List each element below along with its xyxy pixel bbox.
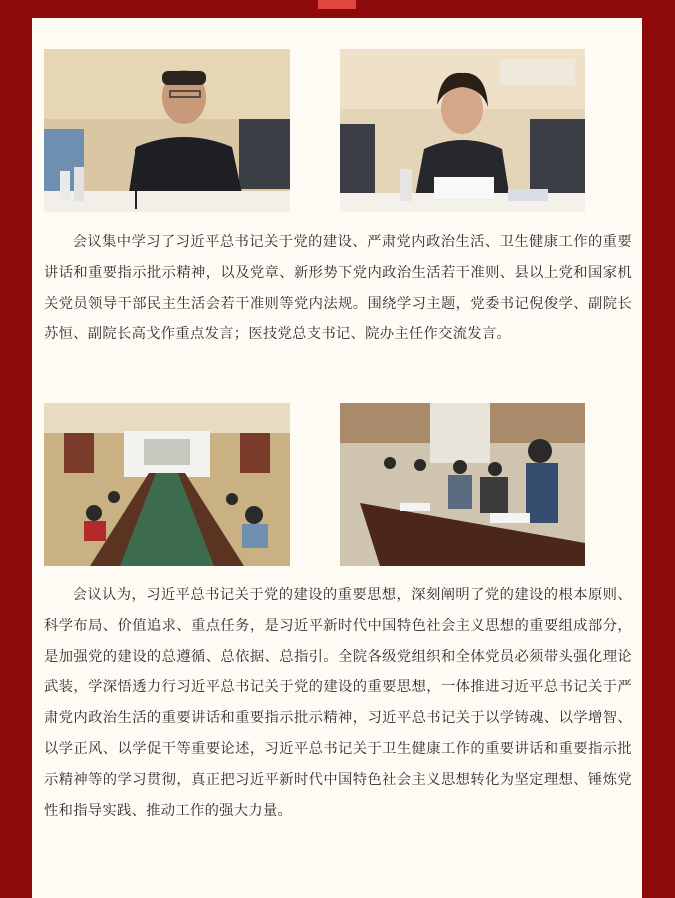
top-accent-tab: [318, 0, 356, 9]
photo-speaker-woman: [340, 49, 585, 212]
photo-speaker-man: [44, 49, 290, 212]
article-paragraph-2: 会议认为，习近平总书记关于党的建设的重要思想，深刻阐明了党的建设的根本原则、科学布局、价值追求、重点任务，是习近平新时代中国特色社会主义思想的重要组成部分，是加强党的建设的总遵循、总依据、总指引。全院各级党组织和全体党员必须带头强化理论武装，学深悟透力行习近平总书记关于党的建设的重要思想，一体推进习近平总书记关于严肃党内政治生活的重要讲话和重要指示批示精神，习近平总书记关于以学铸魂、以学增智、以学正风、以学促干等重要论述，习近平总书记关于卫生健康工作的重要讲话和重要指示批示精神等的学习贯彻，真正把习近平新时代中国特色社会主义思想转化为坚定理想、锤炼党性和指导实践、推动工作的强大力量。: [44, 587, 632, 819]
photo-attendees-taking-notes: [340, 403, 585, 566]
article-paragraph-1: 会议集中学习了习近平总书记关于党的建设、严肃党内政治生活、卫生健康工作的重要讲话和重要指示批示精神，以及党章、新形势下党内政治生活若干准则、县以上党和国家机关党员领导干部民主生活会若干准则等党内法规。围绕学习主题，党委书记倪俊学、副院长苏恒、副院长高戈作重点发言；医技党总支书记、院办主任作交流发言。: [44, 234, 632, 343]
photo-meeting-room-wide: [44, 403, 290, 566]
article-card: [32, 18, 642, 898]
